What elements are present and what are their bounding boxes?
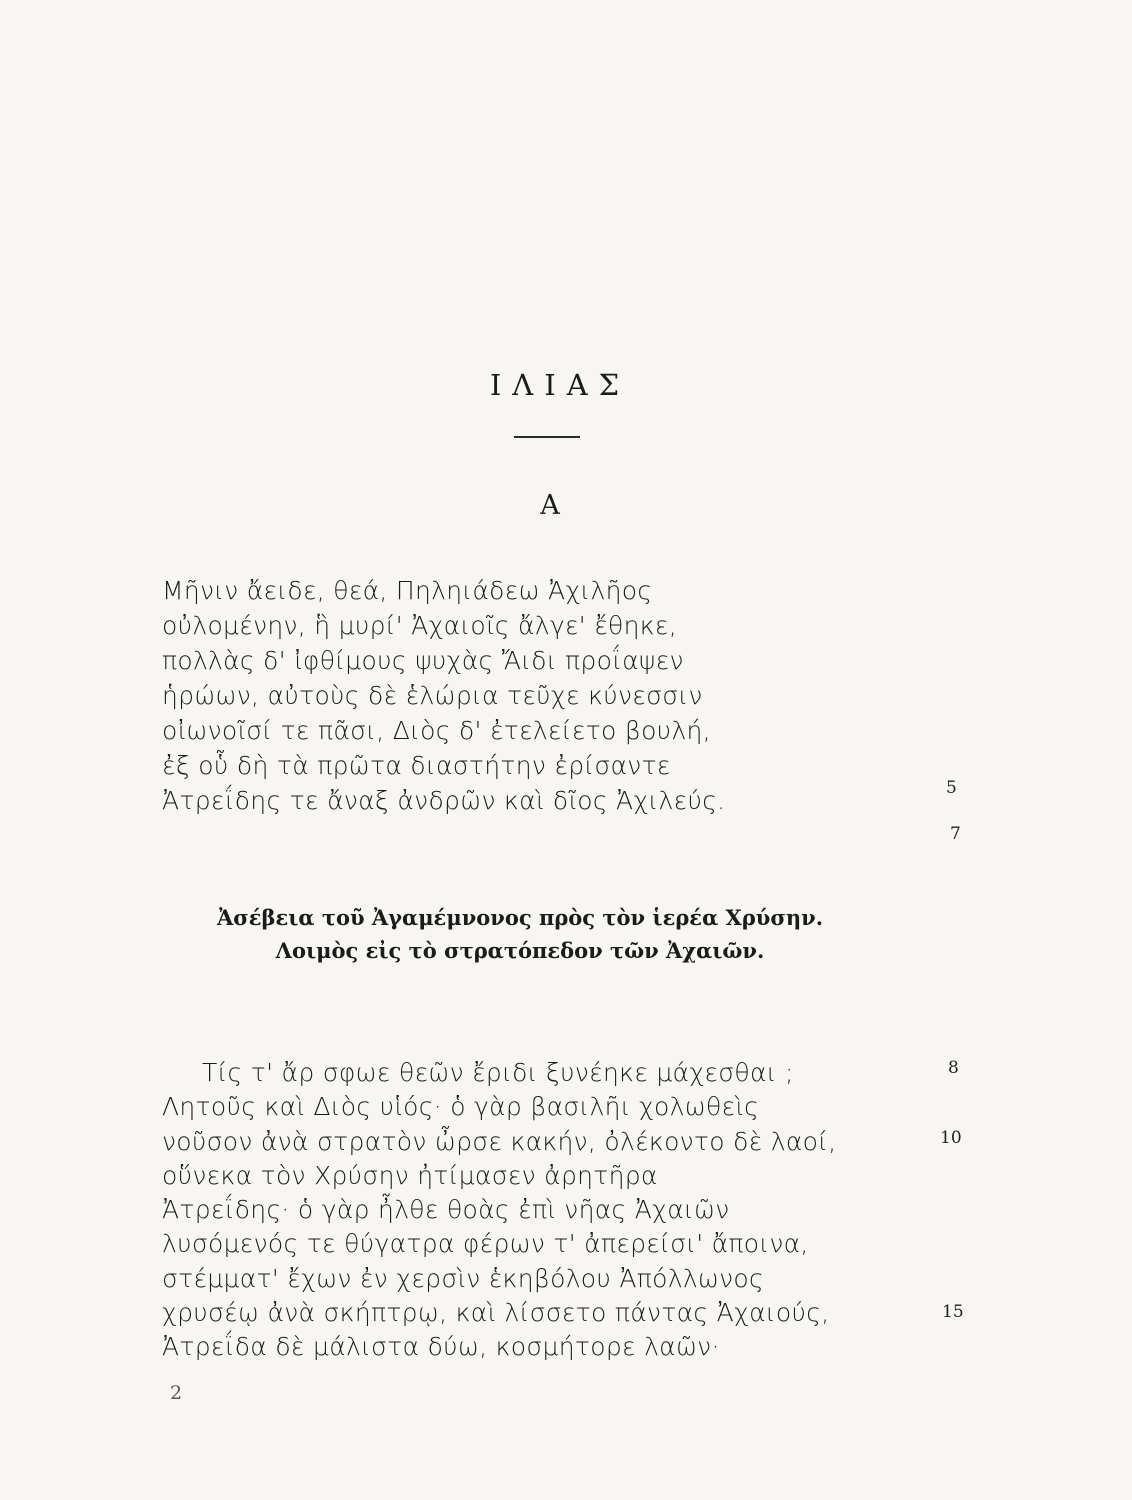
verse-line: οἰωνοῖσί τε πᾶσι, Διὸς δ' ἐτελείετο βουλή, (162, 716, 711, 745)
verse-line: Λητοῦς καὶ Διὸς υἱός· ὁ γὰρ βασιλῆι χολωθεὶς (162, 1092, 760, 1122)
verse-line: πολλὰς δ' ἰφθίμους ψυχὰς Ἄιδι προΐαψεν (162, 646, 684, 675)
verse-line: ἡρώων, αὐτοὺς δὲ ἑλώρια τεῦχε κύνεσσιν (162, 681, 703, 710)
page-title: ΙΛΙΑΣ (489, 368, 631, 402)
line-number: 10 (940, 1128, 962, 1148)
verse-line: Ἀτρεΐδης· ὁ γὰρ ἦλθε θοὰς ἐπὶ νῆας Ἀχαιῶν (162, 1195, 730, 1225)
title-divider (514, 436, 580, 438)
line-number: 5 (946, 778, 957, 798)
line-number: 7 (950, 824, 961, 844)
verse-line: λυσόμενός τε θύγατρα φέρων τ' ἀπερείσι' ἄποινα, (162, 1229, 809, 1259)
verse-line: στέμματ' ἔχων ἐν χερσὶν ἑκηβόλου Ἀπόλλωνος (162, 1263, 765, 1293)
second-verse-block (162, 1056, 922, 1365)
section-heading: Ἀσέβεια τοῦ Ἀγαμέμνονος πρὸς τὸν ἱερέα Χρύσην. (216, 905, 824, 930)
verse-line: Ἀτρεΐδης τε ἄναξ ἀνδρῶν καὶ δῖος Ἀχιλεύς. (162, 786, 726, 815)
verse-line: οὕνεκα τὸν Χρύσην ἠτίμασεν ἀρητῆρα (162, 1160, 658, 1190)
book-letter: Α (540, 490, 560, 521)
verse-line: Ἀτρεΐδα δὲ μάλιστα δύω, κοσμήτορε λαῶν· (162, 1332, 720, 1362)
verse-line: νοῦσον ἀνὰ στρατὸν ὦρσε κακήν, ὀλέκοντο δὲ λαοί, (162, 1126, 837, 1156)
verse-line: ἐξ οὗ δὴ τὰ πρῶτα διαστήτην ἐρίσαντε (162, 751, 671, 780)
verse-line: οὐλομένην, ἣ μυρί' Ἀχαιοῖς ἄλγε' ἔθηκε, (162, 611, 677, 640)
verse-line: χρυσέῳ ἀνὰ σκήπτρῳ, καὶ λίσσετο πάντας Ἀχαιούς, (162, 1298, 830, 1328)
line-number: 8 (948, 1058, 959, 1078)
opening-verse-block (162, 573, 922, 818)
verse-line: Τίς τ' ἄρ σφωε θεῶν ἔριδι ξυνέηκε μάχεσθαι ; (202, 1058, 794, 1087)
page-number: 2 (170, 1382, 183, 1404)
line-number: 15 (942, 1302, 964, 1322)
section-heading: Λοιμὸς εἰς τὸ στρατόπεδον τῶν Ἀχαιῶν. (275, 938, 765, 963)
verse-line: Μῆνιν ἄειδε, θεά, Πηληιάδεω Ἀχιλῆος (162, 576, 653, 605)
